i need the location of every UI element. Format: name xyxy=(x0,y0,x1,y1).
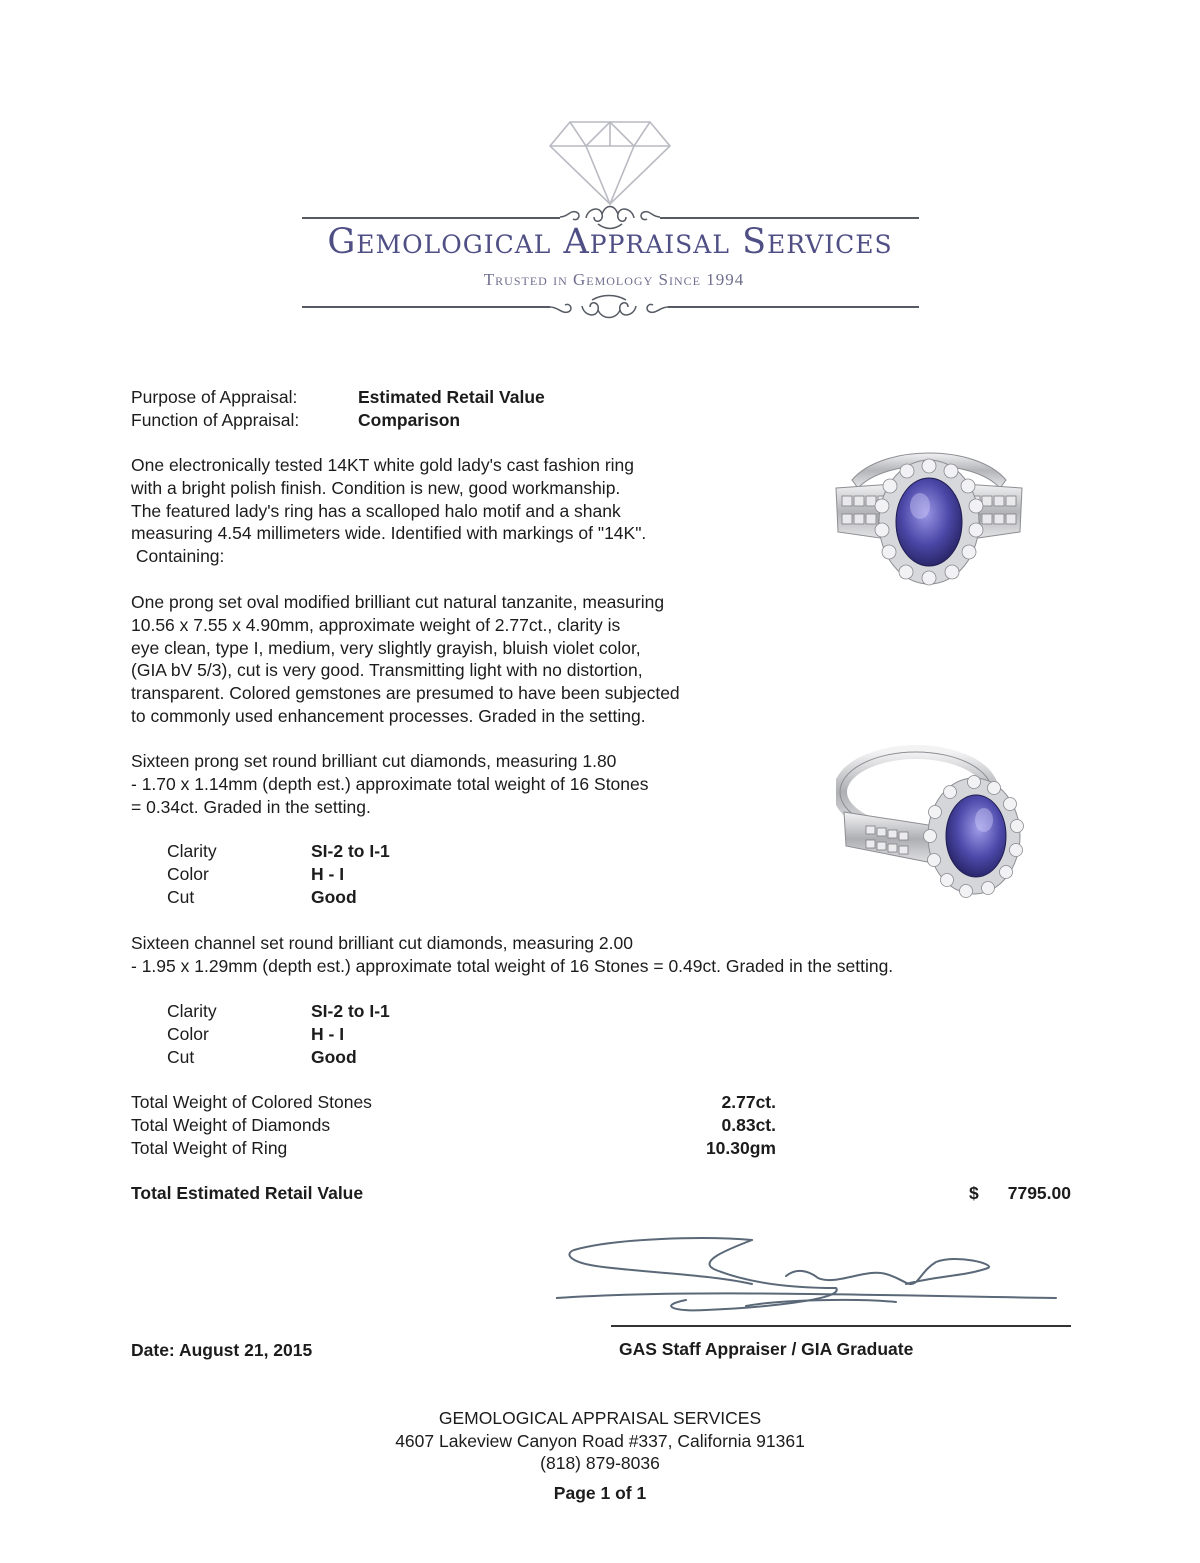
channel-diamonds-description xyxy=(131,932,893,978)
scroll-ornament-bottom xyxy=(548,292,670,322)
tanzanite-line: to commonly used enhancement processes. Graded in the setting. xyxy=(131,705,646,726)
prong-clarity-value: SI-2 to I-1 xyxy=(311,841,390,861)
total-diamonds-value: 0.83ct. xyxy=(721,1115,776,1135)
channel-clarity-value: SI-2 to I-1 xyxy=(311,1001,390,1021)
retail-value-label: Total Estimated Retail Value xyxy=(131,1183,364,1203)
header-rule-top-left xyxy=(302,217,560,219)
tanzanite-line: (GIA bV 5/3), cut is very good. Transmitting light with no distortion, xyxy=(131,660,643,681)
purpose-label: Purpose of Appraisal: xyxy=(131,387,298,407)
footer-phone: (818) 879-8036 xyxy=(540,1453,660,1473)
tanzanite-description xyxy=(131,591,680,728)
appraiser-title: GAS Staff Appraiser / GIA Graduate xyxy=(619,1339,914,1359)
description-line: One electronically tested 14KT white gold lady's cast fashion ring xyxy=(131,455,635,475)
appraisal-date: Date: August 21, 2015 xyxy=(131,1340,313,1360)
header-rule-bottom-right xyxy=(668,306,919,308)
channel-color-label: Color xyxy=(167,1024,209,1044)
prong-cut-label: Cut xyxy=(167,887,195,907)
tanzanite-line: transparent. Colored gemstones are presumed to have been subjected xyxy=(131,683,680,704)
total-colored-stones-value: 2.77ct. xyxy=(721,1092,776,1112)
channel-cut-label: Cut xyxy=(167,1047,195,1067)
header-rule-top-right xyxy=(660,217,919,219)
total-colored-stones-label: Total Weight of Colored Stones xyxy=(131,1092,372,1112)
retail-currency: $ xyxy=(969,1183,979,1203)
total-ring-weight-label: Total Weight of Ring xyxy=(131,1138,288,1158)
prong-diamonds-line: = 0.34ct. Graded in the setting. xyxy=(131,796,371,817)
description-line: The featured lady's ring has a scalloped halo motif and a shank xyxy=(131,500,621,521)
ring-photo-front xyxy=(832,440,1026,600)
footer-address: 4607 Lakeview Canyon Road #337, California 91361 xyxy=(395,1431,805,1451)
function-label: Function of Appraisal: xyxy=(131,410,300,430)
total-ring-weight-value: 10.30gm xyxy=(705,1138,776,1158)
description-line: measuring 4.54 millimeters wide. Identified with markings of "14K". xyxy=(131,523,647,544)
retail-amount: 7795.00 xyxy=(1007,1183,1071,1203)
diamond-logo-icon xyxy=(548,120,672,206)
company-tagline: Trusted in Gemology Since 1994 xyxy=(483,270,745,289)
prong-diamonds-description xyxy=(131,750,649,818)
prong-cut-value: Good xyxy=(311,887,357,907)
ring-photo-angled xyxy=(836,742,1028,904)
channel-color-value: H - I xyxy=(311,1024,345,1044)
prong-color-label: Color xyxy=(167,864,209,884)
tanzanite-line: 10.56 x 7.55 x 4.90mm, approximate weight of 2.77ct., clarity is xyxy=(131,614,621,635)
footer-company: GEMOLOGICAL APPRAISAL SERVICES xyxy=(438,1408,762,1428)
channel-diamonds-line: - 1.95 x 1.29mm (depth est.) approximate total weight of 16 Stones = 0.49ct. Graded in the setting. xyxy=(131,955,894,976)
header-rule-bottom-left xyxy=(302,306,550,308)
channel-cut-value: Good xyxy=(311,1047,357,1067)
signature-line xyxy=(611,1325,1071,1327)
prong-diamonds-line: - 1.70 x 1.14mm (depth est.) approximate total weight of 16 Stones xyxy=(131,773,649,794)
prong-diamonds-line: Sixteen prong set round brilliant cut diamonds, measuring 1.80 xyxy=(131,751,617,771)
tanzanite-line: One prong set oval modified brilliant cut natural tanzanite, measuring xyxy=(131,592,665,612)
prong-clarity-label: Clarity xyxy=(167,841,217,861)
channel-clarity-label: Clarity xyxy=(167,1001,217,1021)
description-line: with a bright polish finish. Condition is new, good workmanship. xyxy=(131,477,621,498)
ring-description xyxy=(131,454,646,568)
channel-diamonds-line: Sixteen channel set round brilliant cut diamonds, measuring 2.00 xyxy=(131,933,633,953)
description-line: Containing: xyxy=(131,546,225,567)
function-value: Comparison xyxy=(358,410,461,430)
total-diamonds-label: Total Weight of Diamonds xyxy=(131,1115,331,1135)
appraiser-signature xyxy=(556,1228,1066,1318)
tanzanite-line: eye clean, type I, medium, very slightly grayish, bluish violet color, xyxy=(131,637,641,658)
prong-color-value: H - I xyxy=(311,864,345,884)
purpose-value: Estimated Retail Value xyxy=(358,387,545,407)
company-title: Gemological Appraisal Services xyxy=(327,222,893,262)
page-number: Page 1 of 1 xyxy=(553,1483,647,1503)
